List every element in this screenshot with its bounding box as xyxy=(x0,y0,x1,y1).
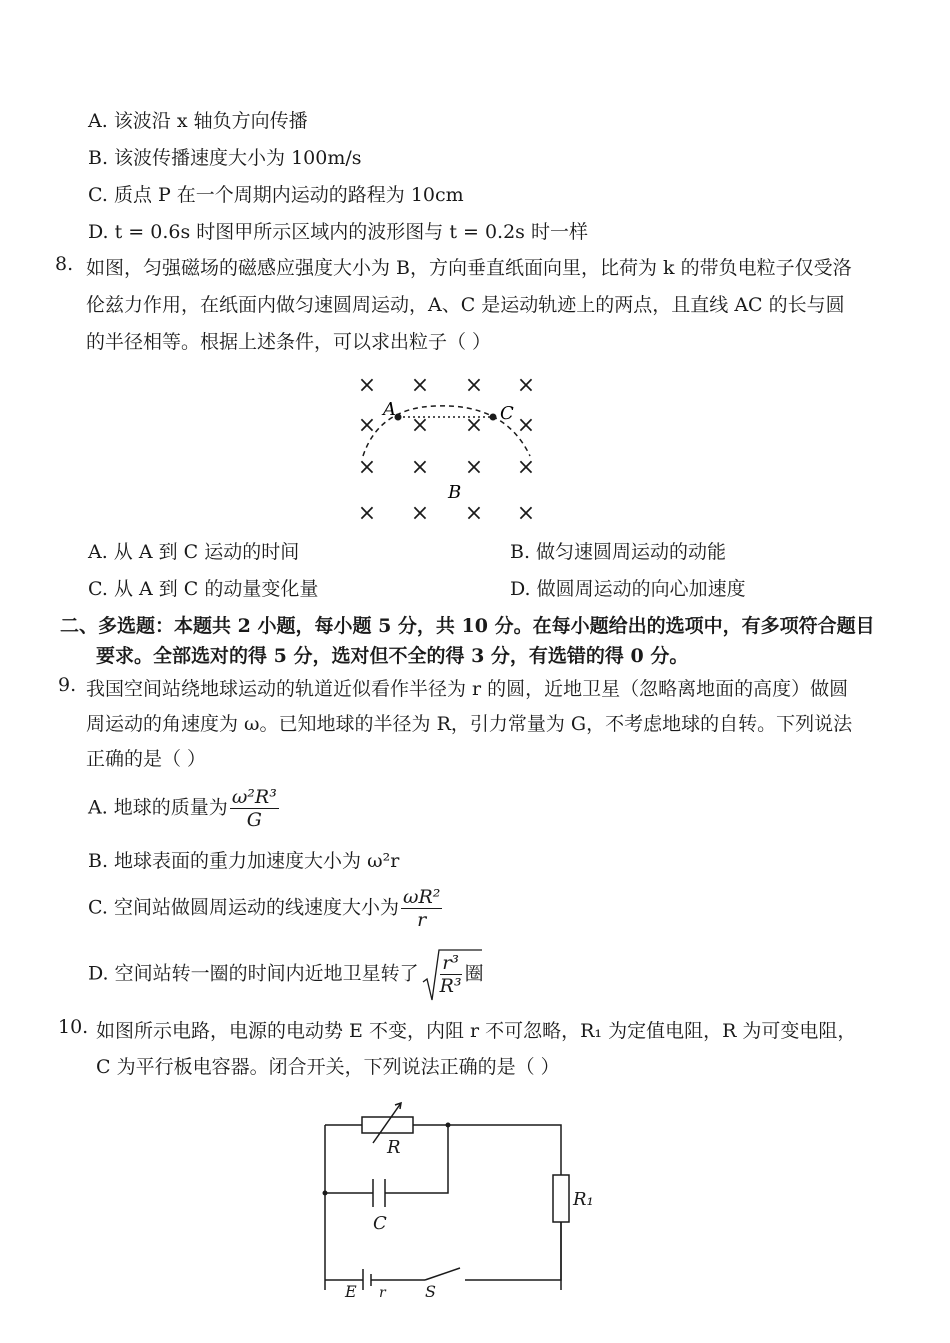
label-c: C xyxy=(500,403,514,424)
q8-option-a: A. 从 A 到 C 运动的时间 xyxy=(88,541,300,563)
cross-mark: × xyxy=(357,373,377,398)
q7-option-a: A. 该波沿 x 轴负方向传播 xyxy=(88,110,308,132)
field-crosses xyxy=(358,373,535,526)
cross-mark: × xyxy=(357,455,377,480)
q9-option-a xyxy=(88,786,279,831)
q9-option-d xyxy=(88,952,484,997)
cross-mark: × xyxy=(516,373,536,398)
wire-top-right xyxy=(413,1125,561,1175)
numerator: ωR² xyxy=(402,886,441,908)
label-e: E xyxy=(345,1282,357,1301)
label-r: R xyxy=(387,1137,401,1158)
q9-option-d-suffix: 圈 xyxy=(464,962,484,985)
denominator: G xyxy=(246,809,262,831)
q7-option-c: C. 质点 P 在一个周期内运动的路程为 10cm xyxy=(88,184,464,206)
section2-heading-line2: 要求。全部选对的得 5 分，选对但不全的得 3 分，有选错的得 0 分。 xyxy=(96,645,689,667)
q8-number: 8. xyxy=(55,253,74,275)
q9-stem-line2: 周运动的角速度为 ω。已知地球的半径为 R，引力常量为 G，不考虑地球的自转。下列说法 xyxy=(86,713,853,735)
cross-mark: × xyxy=(410,501,430,526)
cross-mark: × xyxy=(410,413,430,438)
cross-mark: × xyxy=(464,455,484,480)
point-c xyxy=(490,414,497,421)
q9-option-b: B. 地球表面的重力加速度大小为 ω²r xyxy=(88,850,400,872)
numerator: r³ xyxy=(440,952,462,975)
label-b: B xyxy=(448,482,462,503)
q8-stem-line2: 伦兹力作用，在纸面内做匀速圆周运动，A、C 是运动轨迹上的两点，且直线 AC 的长与圆 xyxy=(86,294,845,316)
q8-stem-line1: 如图，匀强磁场的磁感应强度大小为 B，方向垂直纸面向里，比荷为 k 的带负电粒子仅受洛 xyxy=(86,257,852,279)
q9-option-c-fraction xyxy=(401,886,442,931)
cross-mark: × xyxy=(464,373,484,398)
cross-mark: × xyxy=(516,413,536,438)
q8-option-d: D. 做圆周运动的向心加速度 xyxy=(510,578,746,600)
q9-option-a-text: A. 地球的质量为 xyxy=(88,796,228,819)
q8-option-c: C. 从 A 到 C 的动量变化量 xyxy=(88,578,319,600)
q9-option-a-fraction xyxy=(230,786,279,831)
cross-mark: × xyxy=(464,413,484,438)
numerator: ω²R³ xyxy=(231,786,277,808)
junction-top xyxy=(446,1123,451,1128)
q9-option-d-text: D. 空间站转一圈的时间内近地卫星转了 xyxy=(88,962,419,985)
variable-resistor-r xyxy=(362,1117,413,1133)
cross-mark: × xyxy=(357,413,377,438)
resistor-r1 xyxy=(553,1175,569,1222)
cross-mark: × xyxy=(516,455,536,480)
sqrt-expression xyxy=(422,952,462,997)
q9-stem-line1: 我国空间站绕地球运动的轨道近似看作半径为 r 的圆，近地卫星（忽略离地面的高度）做圆 xyxy=(86,678,849,700)
cross-mark: × xyxy=(357,501,377,526)
q7-option-b: B. 该波传播速度大小为 100m/s xyxy=(88,147,362,169)
cross-mark: × xyxy=(410,373,430,398)
switch-s xyxy=(425,1268,460,1280)
label-r1: R₁ xyxy=(573,1189,594,1210)
q10-stem-line1: 如图所示电路，电源的电动势 E 不变，内阻 r 不可忽略，R₁ 为定值电阻，R 为可变电阻， xyxy=(96,1020,857,1042)
q8-option-b: B. 做匀速圆周运动的动能 xyxy=(510,541,727,563)
q9-stem-line3: 正确的是（ ） xyxy=(86,748,207,770)
denominator: R³ xyxy=(439,975,462,997)
q10-circuit-figure xyxy=(315,1095,594,1301)
q9-option-c-text: C. 空间站做圆周运动的线速度大小为 xyxy=(88,896,399,919)
section2-heading-line1: 二、多选题：本题共 2 小题，每小题 5 分，共 10 分。在每小题给出的选项中，有多项符合题目 xyxy=(60,615,875,637)
denominator: r xyxy=(417,909,427,931)
wire-capacitor-right xyxy=(385,1125,448,1193)
q7-option-d: D. t = 0.6s 时图甲所示区域内的波形图与 t = 0.2s 时一样 xyxy=(88,221,588,243)
q9-number: 9. xyxy=(58,674,77,696)
q10-stem-line2: C 为平行板电容器。闭合开关，下列说法正确的是（ ） xyxy=(96,1056,560,1078)
wire-bottom-right xyxy=(465,1222,561,1280)
q10-number: 10. xyxy=(58,1016,89,1038)
q8-magnetic-field-figure xyxy=(345,370,555,530)
label-c: C xyxy=(373,1213,387,1234)
cross-mark: × xyxy=(464,501,484,526)
label-r-internal: r xyxy=(379,1285,386,1301)
q9-option-c xyxy=(88,886,442,931)
q8-stem-line3: 的半径相等。根据上述条件，可以求出粒子（ ） xyxy=(86,331,492,353)
cross-mark: × xyxy=(410,455,430,480)
label-a: A xyxy=(383,399,396,420)
junction-left xyxy=(323,1191,328,1196)
label-s: S xyxy=(425,1282,436,1301)
cross-mark: × xyxy=(516,501,536,526)
